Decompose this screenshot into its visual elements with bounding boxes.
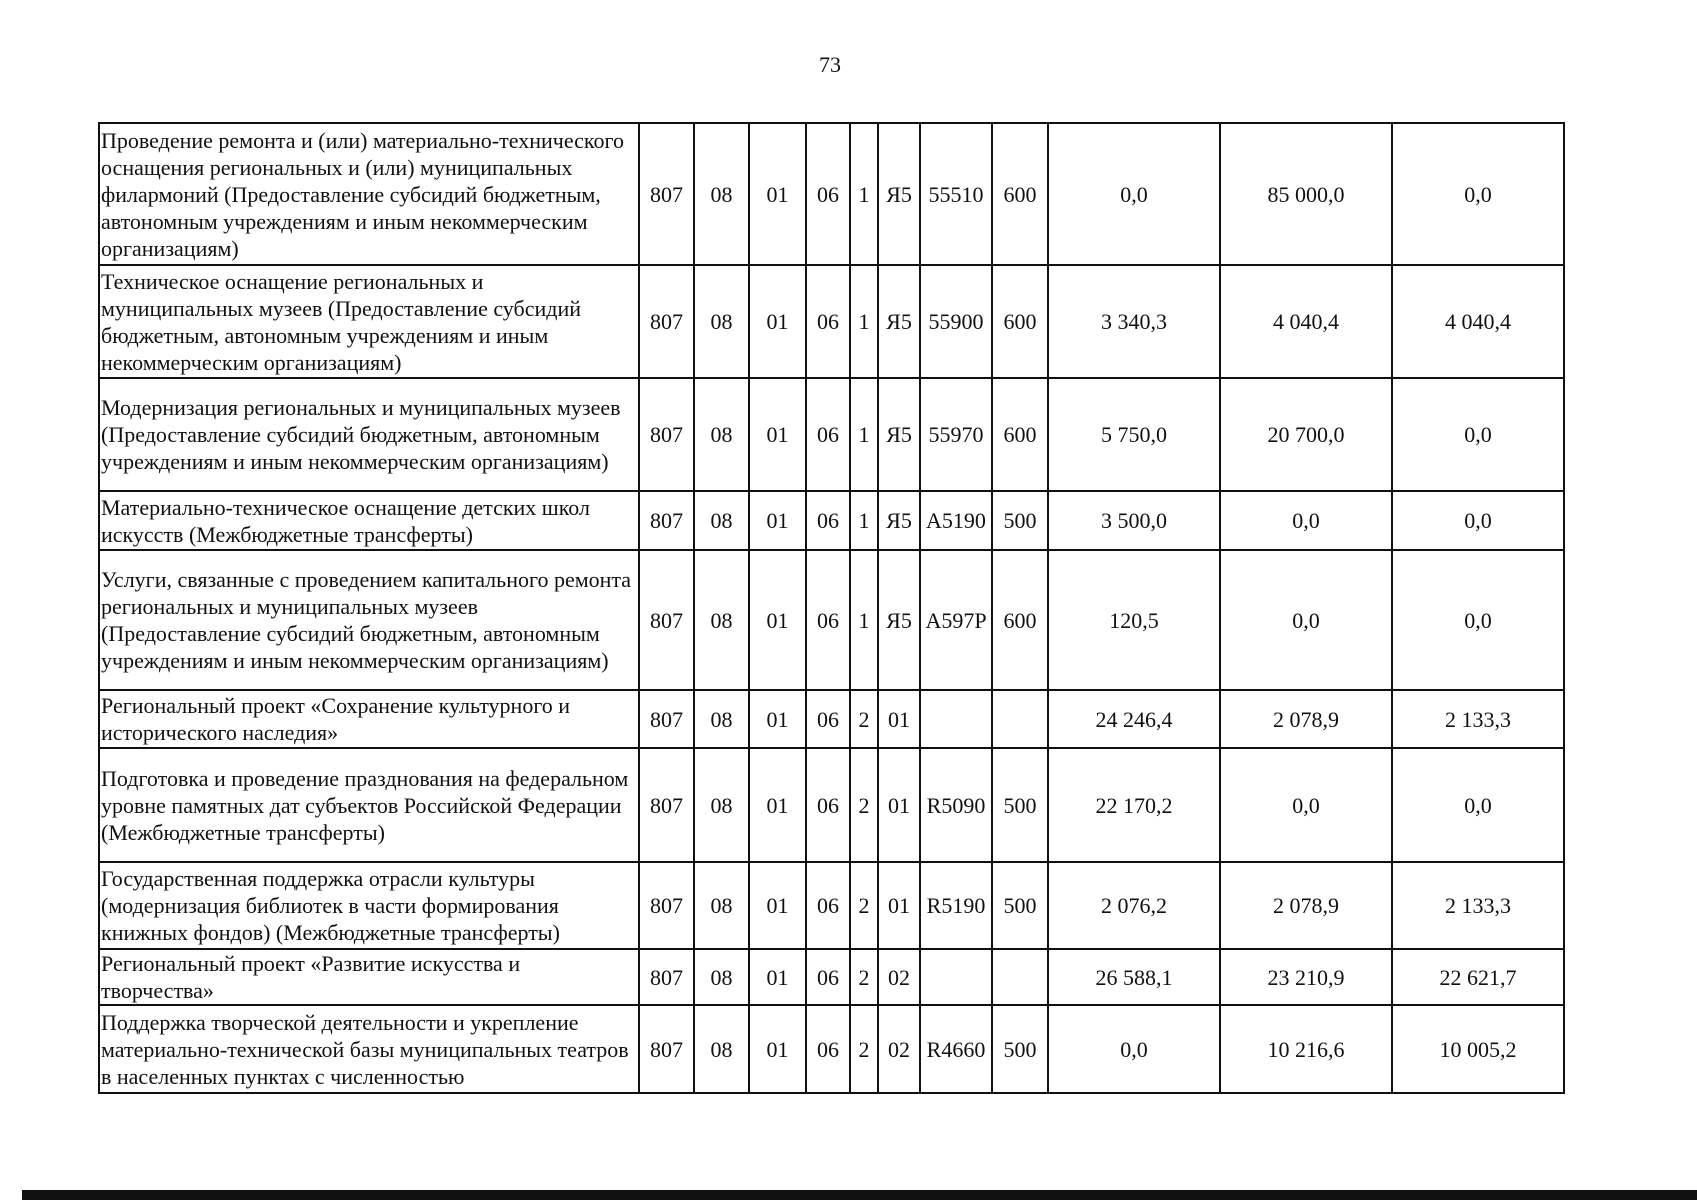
code-subsection: 01 (749, 748, 806, 862)
row-description: Услуги, связанные с проведением капитального ремонта региональных и муниципальных музеев (Предоставление субсидий бюджетным, автономным учреждениям и иным некоммерческим организациям) (99, 550, 639, 690)
amount-year-3: 0,0 (1392, 378, 1564, 491)
code-project: Я5 (878, 123, 920, 265)
code-section: 08 (694, 491, 749, 550)
table-row (99, 949, 1564, 1005)
code-direction (920, 949, 992, 1005)
code-subprogram: 2 (850, 949, 878, 1005)
table-row (99, 491, 1564, 550)
code-project: 02 (878, 1005, 920, 1093)
code-program: 06 (806, 862, 850, 949)
code-program: 06 (806, 378, 850, 491)
amount-year-3: 22 621,7 (1392, 949, 1564, 1005)
scan-edge-bar (22, 1190, 1697, 1200)
code-subsection: 01 (749, 491, 806, 550)
code-direction: R4660 (920, 1005, 992, 1093)
code-ministry: 807 (639, 748, 694, 862)
amount-year-2: 2 078,9 (1220, 690, 1392, 748)
amount-year-3: 2 133,3 (1392, 690, 1564, 748)
row-description: Государственная поддержка отрасли культуры (модернизация библиотек в части формирования книжных фондов) (Межбюджетные трансферты) (99, 862, 639, 949)
table-row (99, 690, 1564, 748)
code-direction: 55970 (920, 378, 992, 491)
code-program: 06 (806, 265, 850, 378)
code-project: Я5 (878, 491, 920, 550)
table-row (99, 265, 1564, 378)
code-ministry: 807 (639, 378, 694, 491)
amount-year-2: 85 000,0 (1220, 123, 1392, 265)
code-program: 06 (806, 550, 850, 690)
code-section: 08 (694, 265, 749, 378)
amount-year-1: 24 246,4 (1048, 690, 1220, 748)
code-direction: A5190 (920, 491, 992, 550)
code-expense-type: 600 (992, 378, 1048, 491)
code-project: Я5 (878, 550, 920, 690)
code-section: 08 (694, 862, 749, 949)
code-project: Я5 (878, 378, 920, 491)
code-program: 06 (806, 123, 850, 265)
code-subprogram: 1 (850, 491, 878, 550)
table-row (99, 748, 1564, 862)
code-direction: A597P (920, 550, 992, 690)
code-subsection: 01 (749, 550, 806, 690)
row-description: Материально-техническое оснащение детских школ искусств (Межбюджетные трансферты) (99, 491, 639, 550)
amount-year-3: 4 040,4 (1392, 265, 1564, 378)
amount-year-2: 2 078,9 (1220, 862, 1392, 949)
code-section: 08 (694, 748, 749, 862)
code-ministry: 807 (639, 949, 694, 1005)
code-subprogram: 1 (850, 265, 878, 378)
row-description: Региональный проект «Развитие искусства и творчества» (99, 949, 639, 1005)
amount-year-1: 0,0 (1048, 123, 1220, 265)
code-project: 01 (878, 862, 920, 949)
code-expense-type: 500 (992, 862, 1048, 949)
page-number: 73 (819, 52, 841, 77)
code-ministry: 807 (639, 550, 694, 690)
code-expense-type (992, 690, 1048, 748)
code-direction (920, 690, 992, 748)
amount-year-2: 20 700,0 (1220, 378, 1392, 491)
code-direction: R5090 (920, 748, 992, 862)
code-subsection: 01 (749, 378, 806, 491)
code-section: 08 (694, 123, 749, 265)
table-row (99, 378, 1564, 491)
row-description: Техническое оснащение региональных и муниципальных музеев (Предоставление субсидий бюджетным, автономным учреждениям и иным некоммерческим организациям) (99, 265, 639, 378)
code-subsection: 01 (749, 265, 806, 378)
code-program: 06 (806, 690, 850, 748)
code-subprogram: 1 (850, 123, 878, 265)
code-ministry: 807 (639, 123, 694, 265)
code-subprogram: 2 (850, 862, 878, 949)
code-project: Я5 (878, 265, 920, 378)
code-section: 08 (694, 1005, 749, 1093)
amount-year-2: 0,0 (1220, 550, 1392, 690)
code-ministry: 807 (639, 265, 694, 378)
table-row (99, 123, 1564, 265)
code-direction: R5190 (920, 862, 992, 949)
amount-year-1: 2 076,2 (1048, 862, 1220, 949)
amount-year-2: 10 216,6 (1220, 1005, 1392, 1093)
row-description: Подготовка и проведение празднования на федеральном уровне памятных дат субъектов Российской Федерации (Межбюджетные трансферты) (99, 748, 639, 862)
code-program: 06 (806, 1005, 850, 1093)
code-expense-type: 500 (992, 491, 1048, 550)
budget-table (98, 122, 1565, 1094)
amount-year-3: 0,0 (1392, 748, 1564, 862)
code-ministry: 807 (639, 491, 694, 550)
code-subsection: 01 (749, 862, 806, 949)
amount-year-2: 0,0 (1220, 748, 1392, 862)
amount-year-1: 3 500,0 (1048, 491, 1220, 550)
amount-year-1: 26 588,1 (1048, 949, 1220, 1005)
amount-year-1: 3 340,3 (1048, 265, 1220, 378)
code-expense-type: 600 (992, 123, 1048, 265)
amount-year-1: 120,5 (1048, 550, 1220, 690)
code-subsection: 01 (749, 1005, 806, 1093)
code-project: 01 (878, 748, 920, 862)
amount-year-1: 0,0 (1048, 1005, 1220, 1093)
code-program: 06 (806, 491, 850, 550)
code-subsection: 01 (749, 690, 806, 748)
amount-year-1: 5 750,0 (1048, 378, 1220, 491)
row-description: Региональный проект «Сохранение культурного и исторического наследия» (99, 690, 639, 748)
amount-year-3: 0,0 (1392, 123, 1564, 265)
code-subprogram: 1 (850, 378, 878, 491)
amount-year-3: 0,0 (1392, 491, 1564, 550)
amount-year-2: 4 040,4 (1220, 265, 1392, 378)
code-section: 08 (694, 550, 749, 690)
code-section: 08 (694, 690, 749, 748)
amount-year-1: 22 170,2 (1048, 748, 1220, 862)
amount-year-2: 0,0 (1220, 491, 1392, 550)
code-project: 02 (878, 949, 920, 1005)
code-ministry: 807 (639, 862, 694, 949)
code-section: 08 (694, 949, 749, 1005)
amount-year-3: 0,0 (1392, 550, 1564, 690)
code-ministry: 807 (639, 1005, 694, 1093)
code-subprogram: 2 (850, 690, 878, 748)
row-description: Модернизация региональных и муниципальных музеев (Предоставление субсидий бюджетным, автономным учреждениям и иным некоммерческим организациям) (99, 378, 639, 491)
code-project: 01 (878, 690, 920, 748)
table-row (99, 1005, 1564, 1093)
amount-year-2: 23 210,9 (1220, 949, 1392, 1005)
code-subprogram: 1 (850, 550, 878, 690)
code-subsection: 01 (749, 949, 806, 1005)
amount-year-3: 10 005,2 (1392, 1005, 1564, 1093)
code-program: 06 (806, 748, 850, 862)
code-direction: 55900 (920, 265, 992, 378)
code-subsection: 01 (749, 123, 806, 265)
code-section: 08 (694, 378, 749, 491)
code-expense-type: 600 (992, 550, 1048, 690)
code-expense-type: 600 (992, 265, 1048, 378)
code-expense-type: 500 (992, 748, 1048, 862)
code-subprogram: 2 (850, 748, 878, 862)
code-program: 06 (806, 949, 850, 1005)
row-description: Проведение ремонта и (или) материально-технического оснащения региональных и (или) муниципальных филармоний (Предоставление субсидий бюджетным, автономным учреждениям и иным некоммерческим организациям) (99, 123, 639, 265)
table-row (99, 862, 1564, 949)
table-row (99, 550, 1564, 690)
row-description: Поддержка творческой деятельности и укрепление материально-технической базы муниципальных театров в населенных пунктах с численностью (99, 1005, 639, 1093)
code-expense-type (992, 949, 1048, 1005)
code-subprogram: 2 (850, 1005, 878, 1093)
code-ministry: 807 (639, 690, 694, 748)
code-expense-type: 500 (992, 1005, 1048, 1093)
code-direction: 55510 (920, 123, 992, 265)
amount-year-3: 2 133,3 (1392, 862, 1564, 949)
